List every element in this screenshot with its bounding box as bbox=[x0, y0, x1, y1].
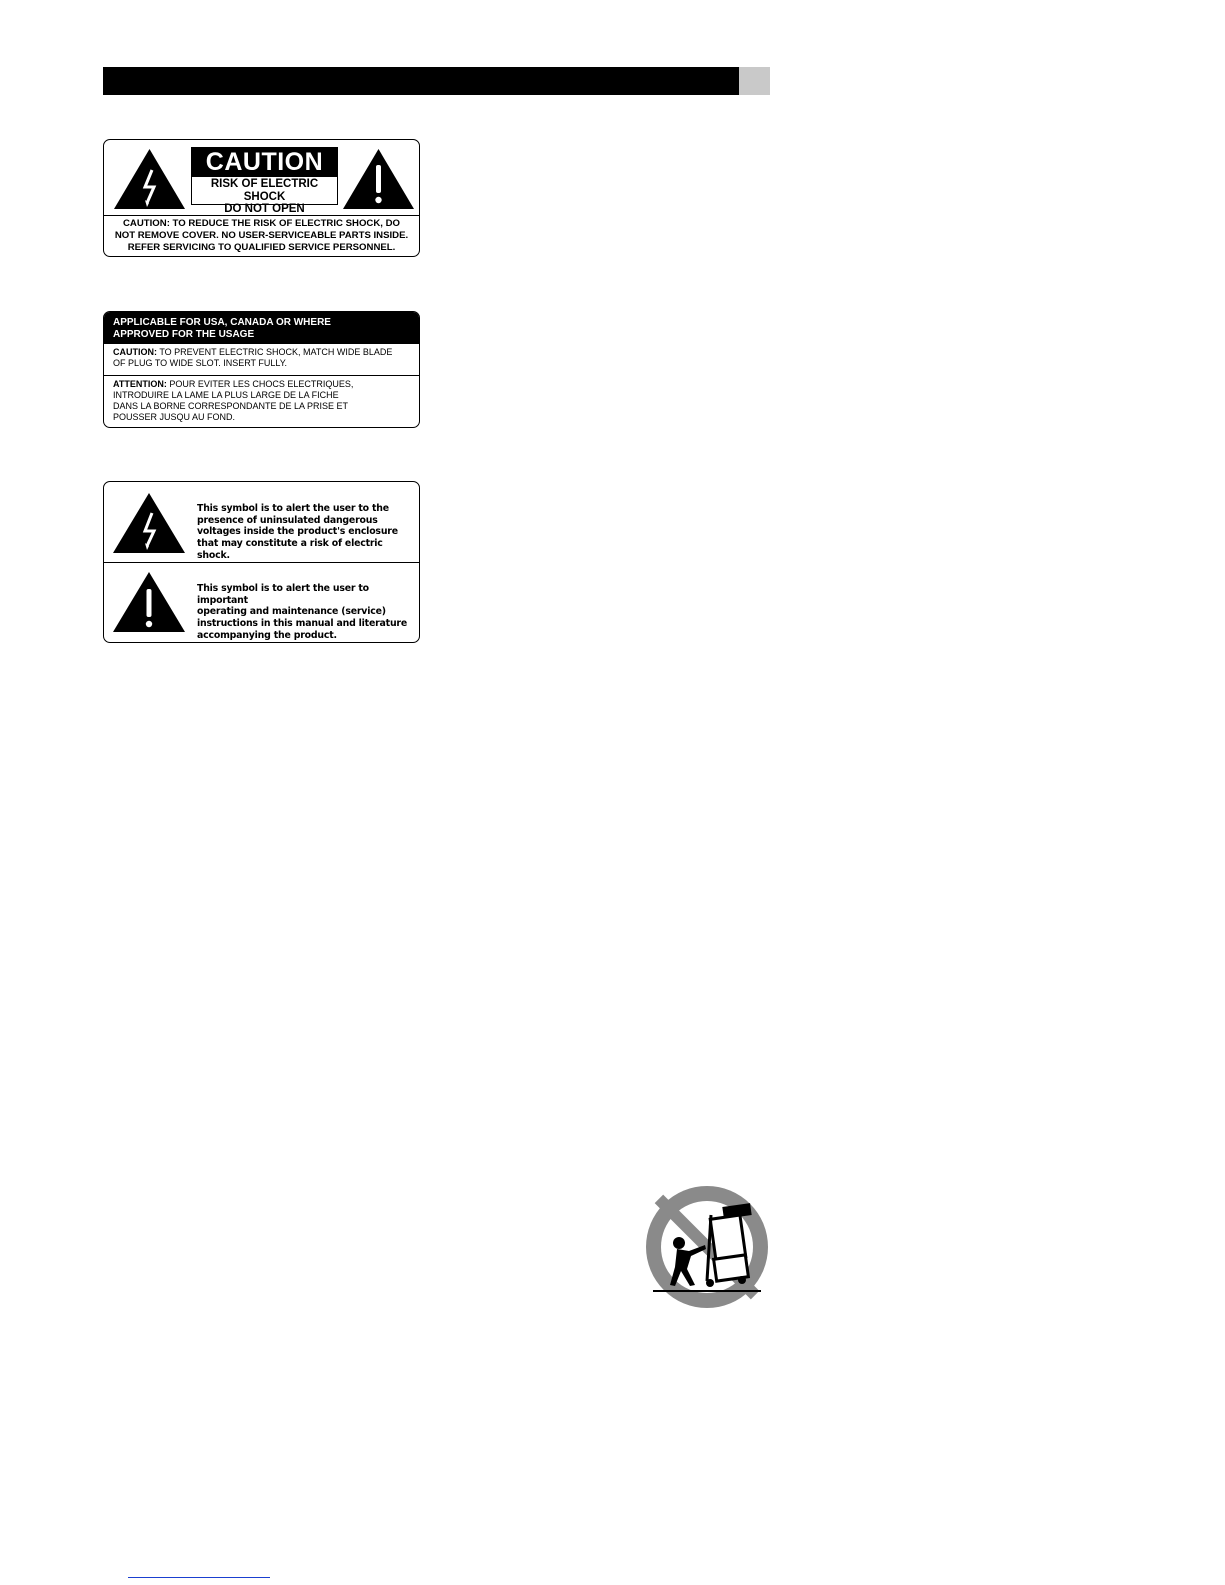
exclamation-text-line1: This symbol is to alert the user to important bbox=[197, 583, 369, 606]
lightning-warning-icon bbox=[111, 491, 187, 555]
footer-link-underline bbox=[128, 1577, 270, 1578]
symbol-label bbox=[103, 481, 420, 643]
caution-subtitle bbox=[191, 177, 338, 215]
shock-text-line2: presence of uninsulated dangerous bbox=[197, 514, 378, 526]
caution-subtitle-line2: DO NOT OPEN bbox=[224, 203, 305, 215]
exclamation-text-line4: accompanying the product. bbox=[197, 629, 337, 641]
exclamation-text-line3: instructions in this manual and literature bbox=[197, 618, 407, 630]
plug-attention-line1: POUR EVITER LES CHOCS ELECTRIQUES, bbox=[166, 379, 354, 389]
applicable-heading-line1: APPLICABLE FOR USA, CANADA OR WHERE bbox=[113, 317, 331, 328]
caution-text bbox=[104, 218, 419, 255]
caution-text-line3: REFER SERVICING TO QUALIFIED SERVICE PERSONNEL. bbox=[127, 242, 396, 254]
shock-symbol-text bbox=[197, 503, 413, 562]
plug-attention-prefix: ATTENTION: bbox=[113, 379, 167, 389]
lightning-warning-icon bbox=[112, 147, 187, 211]
plug-caution-line1: TO PREVENT ELECTRIC SHOCK, MATCH WIDE BLADE bbox=[157, 347, 393, 357]
applicable-label bbox=[103, 311, 420, 428]
exclamation-symbol-row bbox=[104, 562, 419, 642]
plug-attention-text bbox=[104, 376, 419, 426]
caution-header bbox=[191, 147, 338, 215]
caution-label bbox=[103, 139, 420, 257]
caution-text-line2: NOT REMOVE COVER. NO USER-SERVICEABLE PARTS INSIDE. bbox=[114, 230, 409, 242]
plug-caution-prefix: CAUTION: bbox=[113, 347, 157, 357]
shock-symbol-row bbox=[104, 482, 419, 563]
plug-caution-line2: OF PLUG TO WIDE SLOT. INSERT FULLY. bbox=[113, 358, 288, 368]
shock-text-line4: that may constitute a risk of electric shock. bbox=[197, 538, 383, 561]
exclamation-text-line2: operating and maintenance (service) bbox=[197, 606, 386, 618]
exclamation-symbol-text bbox=[197, 583, 413, 642]
shock-text-line3: voltages inside the product's enclosure bbox=[197, 526, 398, 538]
cart-tipover-warning-icon bbox=[645, 1185, 769, 1309]
plug-attention-line3: DANS LA BORNE CORRESPONDANTE DE LA PRISE ET bbox=[113, 401, 349, 411]
shock-text-line1: This symbol is to alert the user to the bbox=[197, 503, 389, 514]
exclamation-warning-icon bbox=[341, 147, 416, 211]
exclamation-warning-icon bbox=[111, 570, 187, 634]
caution-subtitle-line1: RISK OF ELECTRIC SHOCK bbox=[210, 178, 319, 203]
plug-attention-line2: INTRODUIRE LA LAME LA PLUS LARGE DE LA FICHE bbox=[113, 390, 339, 400]
header-bar bbox=[103, 67, 739, 95]
caution-title: CAUTION bbox=[191, 147, 338, 177]
plug-attention-line4: POUSSER JUSQU AU FOND. bbox=[113, 412, 236, 422]
applicable-heading-line2: APPROVED FOR THE USAGE bbox=[113, 328, 255, 340]
applicable-heading bbox=[104, 312, 419, 344]
caution-label-top bbox=[104, 140, 419, 216]
caution-text-line1: CAUTION: TO REDUCE THE RISK OF ELECTRIC SHOCK, DO bbox=[123, 218, 400, 229]
header-tab bbox=[739, 67, 770, 95]
plug-caution-text bbox=[104, 344, 419, 376]
